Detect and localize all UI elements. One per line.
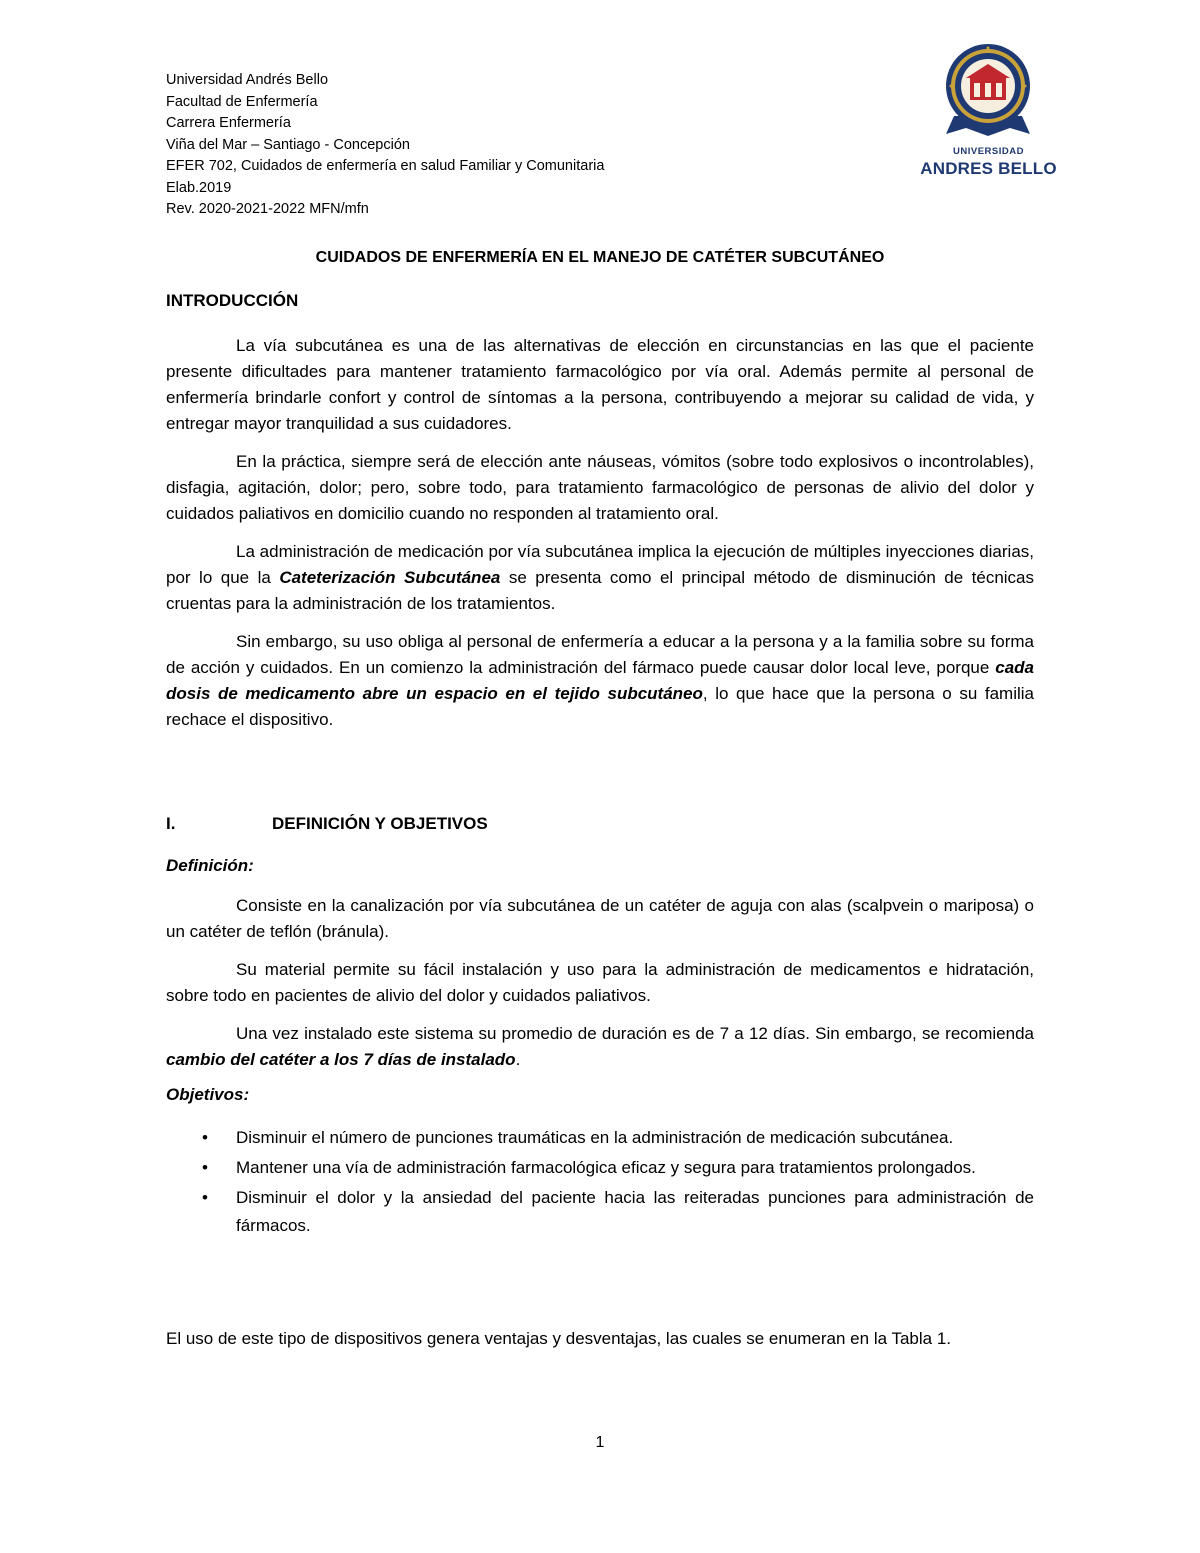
intro-paragraph-3 (166, 539, 1034, 617)
header-line-university: Universidad Andrés Bello (166, 72, 329, 88)
logo-text-andres-bello: ANDRES BELLO (920, 159, 1057, 178)
logo-text-universidad: UNIVERSIDAD (953, 146, 1024, 157)
intro-p4-text-b: , lo que hace que la persona o su familia rechace el dispositivo. (166, 684, 1034, 729)
definition-p3-emphasis: cambio del catéter a los 7 días de instalado (166, 1050, 516, 1069)
header-line-course: EFER 702, Cuidados de enfermería en salud Familiar y Comunitaria (166, 158, 605, 174)
section-1-heading: DEFINICIÓN Y OBJETIVOS (272, 814, 488, 833)
section-1-number: I. (166, 814, 176, 833)
header-line-revision: Rev. 2020-2021-2022 MFN/mfn (166, 201, 369, 217)
definition-p3-text-a: Una vez instalado este sistema su promedio de duración es de 7 a 12 días. Sin embargo, se recomienda (236, 1024, 1034, 1043)
bullet-icon: • (202, 1188, 208, 1207)
definition-body (166, 893, 1034, 1073)
intro-p3-emphasis: Cateterización Subcutánea (279, 568, 501, 587)
intro-paragraph-2: En la práctica, siempre será de elección ante náuseas, vómitos (sobre todo explosivos o incontrolables), disfagia, agitación, dolor; pero, sobre todo, para tratamiento farmacológico de personas de alivio del dolor y cuidados paliativos en domicilio cuando no responden al tratamiento oral. (166, 452, 1034, 523)
list-item (166, 1124, 1034, 1152)
intro-paragraph-4 (166, 629, 1034, 733)
bullet-icon: • (202, 1158, 208, 1177)
intro-heading: INTRODUCCIÓN (166, 291, 299, 310)
list-item (166, 1184, 1034, 1240)
header-line-elab: Elab.2019 (166, 179, 232, 196)
definition-p3-text-b: . (515, 1050, 521, 1069)
objective-text: Disminuir el dolor y la ansiedad del paciente hacia las reiteradas punciones para administración de fármacos. (236, 1188, 1034, 1235)
header-line-faculty: Facultad de Enfermería (166, 93, 318, 110)
intro-body (166, 333, 1034, 733)
intro-p3-text-a: La administración de medicación por vía subcutánea implica la ejecución de múltiples inyecciones diarias, por lo que la (166, 542, 1034, 587)
objectives-heading: Objetivos: (166, 1085, 250, 1104)
page-number: 1 (595, 1434, 605, 1451)
document-header (166, 70, 604, 221)
intro-p4-emphasis: cada dosis de medicamento abre un espacio en el tejido subcutáneo (166, 658, 1034, 703)
bullet-icon: • (202, 1128, 208, 1147)
intro-p3-text-b: se presenta como el principal método de disminución de técnicas cruentas para la administración de los tratamientos. (166, 568, 1035, 613)
header-line-campuses: Viña del Mar – Santiago - Concepción (166, 136, 410, 153)
university-logo (916, 38, 1061, 188)
intro-paragraph-1: La vía subcutánea es una de las alternativas de elección en circunstancias en las que el paciente presente dificultades para mantener tratamiento farmacológico por vía oral. Además permite al personal de enfermería brindarle confort y control de síntomas a la persona, contribuyendo a mejorar su calidad de vida, y entregar mayor tranquilidad a sus cuidadores. (166, 336, 1034, 433)
document-title: CUIDADOS DE ENFERMERÍA EN EL MANEJO DE CATÉTER SUBCUTÁNEO (315, 249, 885, 266)
objective-text: Mantener una vía de administración farmacológica eficaz y segura para tratamientos prolongados. (236, 1158, 976, 1177)
list-item (166, 1154, 1034, 1182)
definition-paragraph-1: Consiste en la canalización por vía subcutánea de un catéter de aguja con alas (scalpvein o mariposa) o un catéter de teflón (bránula). (166, 896, 1034, 941)
university-seal-icon (916, 38, 1061, 143)
definition-paragraph-2: Su material permite su fácil instalación y uso para la administración de medicamentos e hidratación, sobre todo en pacientes de alivio del dolor y cuidados paliativos. (166, 960, 1034, 1005)
intro-p4-text-a: Sin embargo, su uso obliga al personal de enfermería a educar a la persona y a la familia sobre su forma de acción y cuidados. En un comienzo la administración del fármaco puede causar dolor local leve, porque (166, 632, 1034, 677)
objective-text: Disminuir el número de punciones traumáticas en la administración de medicación subcutánea. (236, 1128, 954, 1147)
objectives-list (166, 1124, 1034, 1242)
definition-heading: Definición: (166, 856, 254, 875)
header-line-career: Carrera Enfermería (166, 115, 291, 131)
closing-paragraph: El uso de este tipo de dispositivos genera ventajas y desventajas, las cuales se enumeran en la Tabla 1. (166, 1329, 952, 1348)
definition-paragraph-3 (166, 1021, 1034, 1073)
